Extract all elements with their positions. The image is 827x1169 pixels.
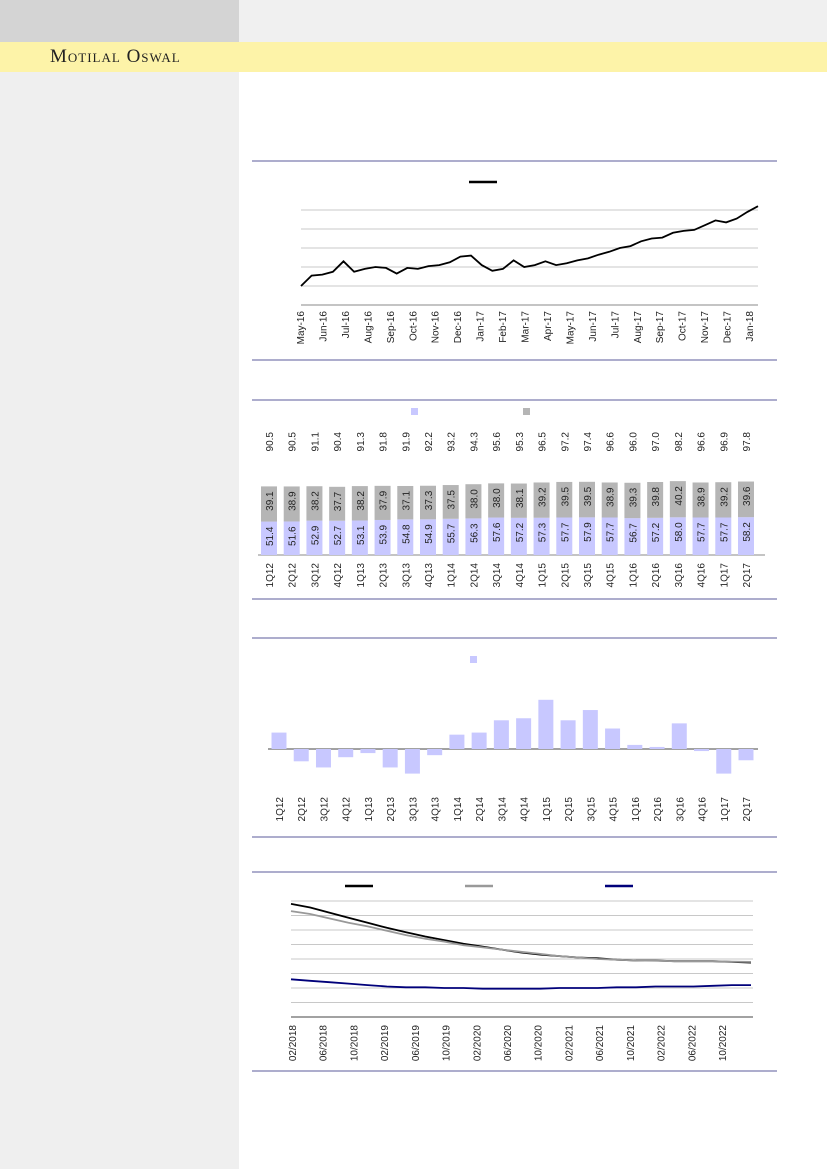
bar-total-label: 91.8 bbox=[378, 432, 390, 452]
x-tick-label: 1Q16 bbox=[630, 797, 642, 822]
x-tick-label: 4Q13 bbox=[430, 797, 442, 822]
x-tick-label: Jun-17 bbox=[587, 311, 599, 342]
bar-primary-label: 57.9 bbox=[583, 522, 594, 542]
bar-primary-label: 53.9 bbox=[378, 524, 390, 545]
x-tick-label: 3Q12 bbox=[319, 797, 331, 822]
bar-total-label: 97.2 bbox=[560, 432, 572, 452]
x-tick-label: Jul-17 bbox=[610, 311, 622, 339]
bar-change bbox=[316, 749, 331, 767]
x-tick-label: Jul-16 bbox=[340, 311, 352, 339]
x-tick-label: 4Q15 bbox=[605, 563, 617, 588]
x-tick-label: 2Q15 bbox=[560, 563, 572, 588]
x-tick-label: Apr-17 bbox=[542, 311, 554, 342]
x-tick-label: 2Q17 bbox=[742, 797, 753, 822]
bar-total-label: 97.8 bbox=[742, 432, 753, 452]
x-tick-label: 1Q17 bbox=[719, 563, 731, 588]
brand-logo: Motilal Oswal bbox=[50, 46, 181, 67]
bar-secondary-label: 38.0 bbox=[469, 489, 481, 509]
bar-change bbox=[583, 710, 598, 749]
x-tick-label: 10/2022 bbox=[718, 1025, 729, 1062]
x-tick-label: 10/2018 bbox=[349, 1025, 361, 1062]
bar-change bbox=[472, 733, 487, 749]
x-tick-label: 06/2021 bbox=[595, 1025, 607, 1062]
bar-secondary-label: 37.5 bbox=[446, 490, 458, 510]
x-tick-label: 3Q13 bbox=[401, 563, 413, 588]
bar-change bbox=[449, 735, 464, 749]
x-tick-label: 2Q13 bbox=[386, 797, 398, 822]
x-tick-label: 10/2021 bbox=[625, 1025, 637, 1062]
bar-total-label: 95.6 bbox=[492, 431, 504, 452]
bar-change bbox=[360, 749, 375, 753]
x-tick-label: 3Q14 bbox=[492, 563, 504, 588]
x-tick-label: 2Q12 bbox=[287, 563, 299, 588]
x-tick-label: Dec-17 bbox=[722, 311, 734, 344]
bar-primary-label: 53.1 bbox=[355, 525, 367, 545]
bar-change bbox=[383, 749, 398, 767]
bar-secondary-label: 39.2 bbox=[719, 487, 731, 507]
bar-secondary-label: 39.2 bbox=[537, 487, 549, 507]
x-tick-label: 3Q13 bbox=[408, 797, 420, 822]
x-tick-label: 02/2022 bbox=[656, 1025, 668, 1062]
bar-secondary-label: 39.8 bbox=[651, 487, 663, 507]
bar-primary-label: 52.9 bbox=[310, 525, 322, 546]
x-tick-label: Sep-16 bbox=[385, 311, 397, 344]
bar-change bbox=[605, 729, 620, 750]
x-tick-label: 4Q14 bbox=[519, 797, 531, 822]
bar-total-label: 97.0 bbox=[651, 432, 663, 452]
x-tick-label: 3Q16 bbox=[675, 797, 687, 822]
x-tick-label: 1Q17 bbox=[719, 797, 731, 822]
x-tick-label: 1Q15 bbox=[537, 563, 549, 588]
bar-secondary-label: 39.5 bbox=[560, 486, 572, 507]
x-tick-label: Oct-17 bbox=[677, 311, 689, 342]
bar-change bbox=[427, 749, 442, 755]
bar-change bbox=[716, 749, 731, 774]
x-tick-label: 3Q15 bbox=[583, 563, 594, 588]
x-tick-label: 1Q14 bbox=[446, 563, 458, 588]
bar-primary-label: 58.0 bbox=[673, 522, 685, 542]
bar-total-label: 96.6 bbox=[605, 432, 617, 452]
bar-primary-label: 57.7 bbox=[696, 522, 708, 542]
x-tick-label: 10/2020 bbox=[533, 1025, 545, 1062]
bar-primary-label: 56.7 bbox=[628, 523, 640, 543]
x-tick-label: May-17 bbox=[565, 311, 577, 345]
bar-change bbox=[516, 718, 531, 749]
bar-total-label: 90.5 bbox=[265, 432, 276, 452]
bar-secondary-label: 37.9 bbox=[378, 490, 390, 511]
bar-total-label: 91.1 bbox=[310, 432, 322, 452]
bar-total-label: 95.3 bbox=[514, 432, 526, 452]
bar-primary-label: 57.6 bbox=[492, 522, 504, 543]
forecast-series-black-line bbox=[291, 904, 751, 963]
bar-change bbox=[294, 749, 309, 761]
x-tick-label: Sep-17 bbox=[655, 311, 667, 344]
bar-secondary-label: 38.0 bbox=[492, 488, 504, 508]
x-tick-label: 06/2020 bbox=[503, 1025, 514, 1062]
x-tick-label: 1Q12 bbox=[265, 563, 276, 588]
bar-total-label: 96.6 bbox=[696, 432, 708, 452]
x-tick-label: 1Q12 bbox=[275, 797, 286, 822]
bar-primary-label: 56.3 bbox=[469, 523, 481, 543]
x-tick-label: 1Q15 bbox=[541, 797, 553, 822]
bar-secondary-label: 38.1 bbox=[514, 488, 526, 508]
bar-change bbox=[338, 749, 353, 757]
x-tick-label: 4Q12 bbox=[333, 563, 345, 588]
bar-total-label: 94.3 bbox=[469, 432, 481, 452]
x-tick-label: 4Q13 bbox=[424, 563, 435, 588]
x-tick-label: Dec-16 bbox=[453, 311, 465, 344]
x-tick-label: Aug-16 bbox=[363, 311, 375, 344]
bar-total-label: 90.5 bbox=[287, 432, 299, 452]
bar-primary-label: 54.9 bbox=[424, 524, 435, 544]
bar-primary-label: 57.7 bbox=[605, 522, 617, 542]
bar-total-label: 97.4 bbox=[583, 432, 594, 452]
bar-secondary-label: 38.2 bbox=[355, 491, 367, 511]
forecast-series-gray-line bbox=[291, 911, 751, 962]
bar-secondary-label: 37.1 bbox=[401, 490, 413, 511]
bar-secondary-label: 38.9 bbox=[696, 487, 708, 507]
x-tick-label: 1Q14 bbox=[452, 797, 464, 822]
bar-total-label: 96.5 bbox=[537, 432, 549, 452]
x-tick-label: Feb-17 bbox=[498, 311, 510, 343]
bar-secondary-label: 39.6 bbox=[742, 486, 753, 506]
bar-change bbox=[405, 749, 420, 774]
x-tick-label: 2Q15 bbox=[564, 797, 576, 822]
bar-primary-label: 57.7 bbox=[560, 522, 572, 542]
x-tick-label: 06/2018 bbox=[318, 1025, 330, 1062]
x-tick-label: 1Q13 bbox=[363, 797, 375, 822]
bar-total-label: 91.9 bbox=[401, 432, 413, 452]
x-tick-label: 02/2019 bbox=[380, 1025, 392, 1062]
x-tick-label: 1Q13 bbox=[355, 563, 367, 588]
x-tick-label: 2Q14 bbox=[469, 563, 481, 588]
bar-change bbox=[627, 745, 642, 749]
bar-change bbox=[538, 700, 553, 749]
bar-secondary-label: 37.3 bbox=[424, 490, 435, 511]
bar-secondary-label: 39.1 bbox=[265, 491, 276, 511]
bar-secondary-label: 38.2 bbox=[310, 491, 322, 511]
x-tick-label: Jan-18 bbox=[745, 311, 756, 342]
x-tick-label: 02/2021 bbox=[564, 1025, 576, 1062]
bar-primary-label: 51.6 bbox=[287, 526, 299, 546]
legend-swatch-primary bbox=[411, 408, 418, 415]
x-tick-label: 1Q16 bbox=[628, 563, 640, 588]
x-tick-label: Nov-16 bbox=[430, 311, 442, 344]
bar-total-label: 90.4 bbox=[333, 432, 345, 452]
bar-primary-label: 54.8 bbox=[401, 524, 413, 544]
bar-primary-label: 51.4 bbox=[265, 526, 276, 547]
x-tick-label: Nov-17 bbox=[700, 311, 712, 344]
x-tick-label: 2Q17 bbox=[742, 563, 753, 588]
x-tick-label: 06/2019 bbox=[410, 1025, 422, 1062]
index-series-line bbox=[301, 206, 758, 286]
x-tick-label: 3Q16 bbox=[673, 563, 685, 588]
x-tick-label: 4Q12 bbox=[341, 797, 353, 822]
x-tick-label: Jan-17 bbox=[475, 310, 487, 342]
bar-total-label: 96.0 bbox=[628, 432, 640, 452]
bar-primary-label: 55.7 bbox=[446, 523, 458, 544]
bar-change bbox=[672, 723, 687, 749]
bar-total-label: 96.9 bbox=[719, 432, 731, 452]
x-tick-label: 3Q12 bbox=[310, 563, 322, 588]
bar-secondary-label: 39.5 bbox=[583, 486, 594, 507]
x-tick-label: 02/2020 bbox=[472, 1025, 484, 1062]
bar-total-label: 93.2 bbox=[446, 432, 458, 452]
x-tick-label: 2Q16 bbox=[651, 563, 663, 588]
bar-primary-label: 57.2 bbox=[514, 522, 526, 543]
bar-change bbox=[272, 733, 287, 749]
x-tick-label: 02/2018 bbox=[288, 1025, 299, 1062]
x-tick-label: 3Q15 bbox=[586, 797, 598, 822]
bar-total-label: 92.2 bbox=[424, 432, 435, 452]
x-tick-label: 2Q13 bbox=[378, 563, 390, 588]
x-tick-label: Mar-17 bbox=[520, 311, 532, 343]
bar-primary-label: 52.7 bbox=[333, 525, 345, 546]
x-tick-label: 4Q14 bbox=[514, 563, 526, 588]
x-tick-label: 06/2022 bbox=[687, 1025, 699, 1062]
bar-secondary-label: 37.7 bbox=[333, 491, 345, 512]
bar-change bbox=[494, 720, 509, 749]
bar-change bbox=[694, 749, 709, 751]
x-tick-label: 2Q16 bbox=[653, 797, 665, 822]
legend-swatch-secondary bbox=[523, 408, 530, 415]
x-tick-label: 4Q16 bbox=[697, 797, 709, 822]
bar-primary-label: 57.3 bbox=[537, 522, 549, 543]
x-tick-label: 2Q12 bbox=[297, 797, 309, 822]
bar-primary-label: 58.2 bbox=[742, 522, 753, 542]
bar-change bbox=[650, 747, 665, 749]
x-tick-label: 2Q14 bbox=[475, 797, 487, 822]
legend-swatch-primary bbox=[470, 656, 477, 663]
bar-primary-label: 57.2 bbox=[651, 522, 663, 543]
bar-change bbox=[739, 749, 754, 760]
x-tick-label: 4Q15 bbox=[608, 797, 620, 822]
x-tick-label: 10/2019 bbox=[441, 1025, 453, 1062]
bar-change bbox=[561, 720, 576, 749]
x-tick-label: 4Q16 bbox=[696, 563, 708, 588]
bar-secondary-label: 40.2 bbox=[673, 486, 685, 506]
x-tick-label: Jun-16 bbox=[318, 311, 330, 342]
bar-total-label: 91.3 bbox=[355, 432, 367, 452]
bar-primary-label: 57.7 bbox=[719, 522, 731, 542]
x-tick-label: Oct-16 bbox=[408, 311, 420, 342]
bar-secondary-label: 38.9 bbox=[287, 491, 299, 511]
bar-secondary-label: 38.9 bbox=[605, 487, 617, 507]
x-tick-label: May-16 bbox=[296, 311, 307, 345]
x-tick-label: 3Q14 bbox=[497, 797, 509, 822]
x-tick-label: Aug-17 bbox=[632, 311, 644, 344]
bar-total-label: 98.2 bbox=[673, 432, 685, 452]
bar-secondary-label: 39.3 bbox=[628, 487, 640, 508]
forecast-series-navy-line bbox=[291, 979, 751, 988]
